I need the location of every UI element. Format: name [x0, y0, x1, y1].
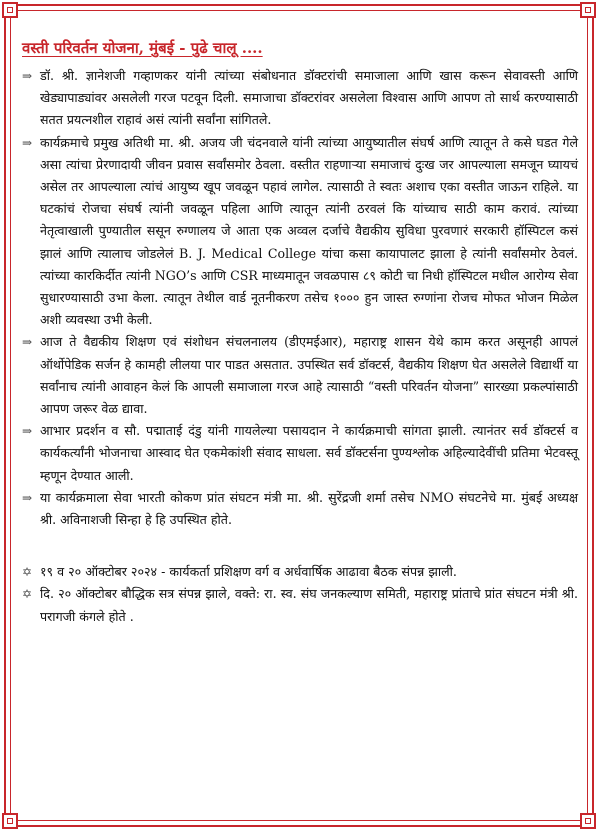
- arrow-right-icon: ⇒: [22, 424, 33, 439]
- paragraph-text: या कार्यक्रमाला सेवा भारती कोकण प्रांत संघटन मंत्री मा. श्री. सुरेंद्रजी शर्मा तसेच NMO संघटनेचे मा. मुंबई अध्यक्ष श्री. अविनाशजी सिन्हा हे हि उपस्थित होते.: [40, 489, 578, 528]
- list-item: [22, 132, 578, 332]
- corner-ornament-icon: [2, 2, 18, 18]
- list-item: [22, 331, 578, 420]
- paragraph-text: आज ते वैद्यकीय शिक्षण एवं संशोधन संचलनालय (डीएमईआर), महाराष्ट्र शासन येथे काम करत असूनही आपलं ऑर्थोपेडिक सर्जन हे कामही लीलया पार पाडत असतात. उपस्थित सर्व डॉक्टर्स, वैद्यकीय शिक्षण घेत असलेले विद्यार्थी या सर्वांनाच त्यांनी आवाहन केलं कि आपली समाजाला गरज आहे त्यासाठी “वस्ती परिवर्तन योजना” सारख्या प्रकल्पांसाठी आपण जरूर वेळ द्यावा.: [40, 334, 578, 417]
- article-body: [22, 38, 578, 628]
- event-item: [22, 561, 578, 583]
- event-item: [22, 583, 578, 627]
- section-gap: [22, 531, 578, 561]
- star-icon: ✡: [22, 565, 33, 580]
- star-icon: ✡: [22, 587, 33, 602]
- event-text: १९ व २० ऑक्टोबर २०२४ - कार्यकर्ता प्रशिक्षण वर्ग व अर्धवार्षिक आढावा बैठक संपन्न झाली.: [40, 564, 457, 580]
- paragraph-text: आभार प्रदर्शन व सौ. पद्माताई दंडु यांनी गायलेल्या पसायदान ने कार्यक्रमाची सांगता झाली. त्यानंतर सर्व डॉक्टर्स व कार्यकर्त्यांनी भोजनाचा आस्वाद घेत एकमेकांशी संवाद साधला. सर्व डॉक्टर्सना पुण्यश्लोक अहिल्यादेवींची प्रतिमा भेटवस्तू म्हणून देण्यात आली.: [40, 423, 578, 483]
- page-title: वस्ती परिवर्तन योजना, मुंबई - पुढे चालू ....: [22, 39, 263, 57]
- corner-ornament-icon: [580, 813, 596, 829]
- list-item: [22, 65, 578, 132]
- event-text: दि. २० ऑक्टोबर बौद्धिक सत्र संपन्न झाले, वक्ते: रा. स्व. संघ जनकल्याण समिती, महाराष्ट्र प्रांताचे प्रांत संघटन मंत्री श्री. परागजी कंगले होते .: [40, 586, 578, 624]
- paragraph-text: डॉ. श्री. ज्ञानेशजी गव्हाणकर यांनी त्यांच्या संबोधनात डॉक्टरांची समाजाला आणि खास करून सेवावस्ती आणि खेड्यापाड्यांवर असलेली गरज पटवून दिली. समाजाचा डॉक्टरांवर असलेला विश्वास आणि आपण तो सार्थ करण्यासाठी सतत प्रयत्नशील राहावं असं त्यांनी सर्वांना सांगितले.: [40, 68, 578, 128]
- arrow-right-icon: ⇒: [22, 69, 33, 83]
- arrow-right-icon: ⇒: [22, 135, 33, 150]
- arrow-right-icon: ⇒: [22, 490, 33, 505]
- corner-ornament-icon: [2, 813, 18, 829]
- arrow-right-icon: ⇒: [22, 335, 33, 350]
- paragraph-text: कार्यक्रमाचे प्रमुख अतिथी मा. श्री. अजय जी चंदनवाले यांनी त्यांच्या आयुष्यातील संघर्ष आणि त्यातून ते कसे घडत गेले असा त्यांचा प्रेरणादायी जीवन प्रवास सर्वांसमोर ठेवला. वस्तीत राहणाऱ्या समाजाचं दुःख जर आपल्याला समजून घ्यायचं असेल तर आपल्याला त्यांचं आयुष्य खूप जवळून पहावं लागेल. त्यासाठी ते स्वतः अशाच एका वस्तीत जाऊन राहिले. या घटकांचं रोजचा संघर्ष त्यांनी जवळून पहिला आणि त्यातून त्यांनी ठरवलं कि यांच्याच साठी काम करावं. त्यांच्या नेतृत्वाखाली पुण्यातील ससून रुग्णालय जे आता एक अव्वल दर्जाचे वैद्यकीय सुविधा पुरवणारं सरकारी हॉस्पिटल कसं झालं आणि त्यालाच जोडलेलं B. J. Medical College यांचा कसा कायापालट झाला हे त्यांनी सर्वांसमोर ठेवलं. त्यांच्या कारकिर्दीत त्यांनी NGO’s आणि CSR माध्यमातून जवळपास ८९ कोटी चा निधी हॉस्पिटल मधील आरोग्य सेवा सुधारण्यासाठी उभा केला. त्यातून तेथील वार्ड नूतनीकरण तसेच १००० हुन जास्त रुग्णांना रोजच मोफत भोजन मिळेल अशी व्यवस्था उभी केली.: [40, 134, 578, 328]
- corner-ornament-icon: [580, 2, 596, 18]
- list-item: [22, 487, 578, 531]
- list-item: [22, 420, 578, 487]
